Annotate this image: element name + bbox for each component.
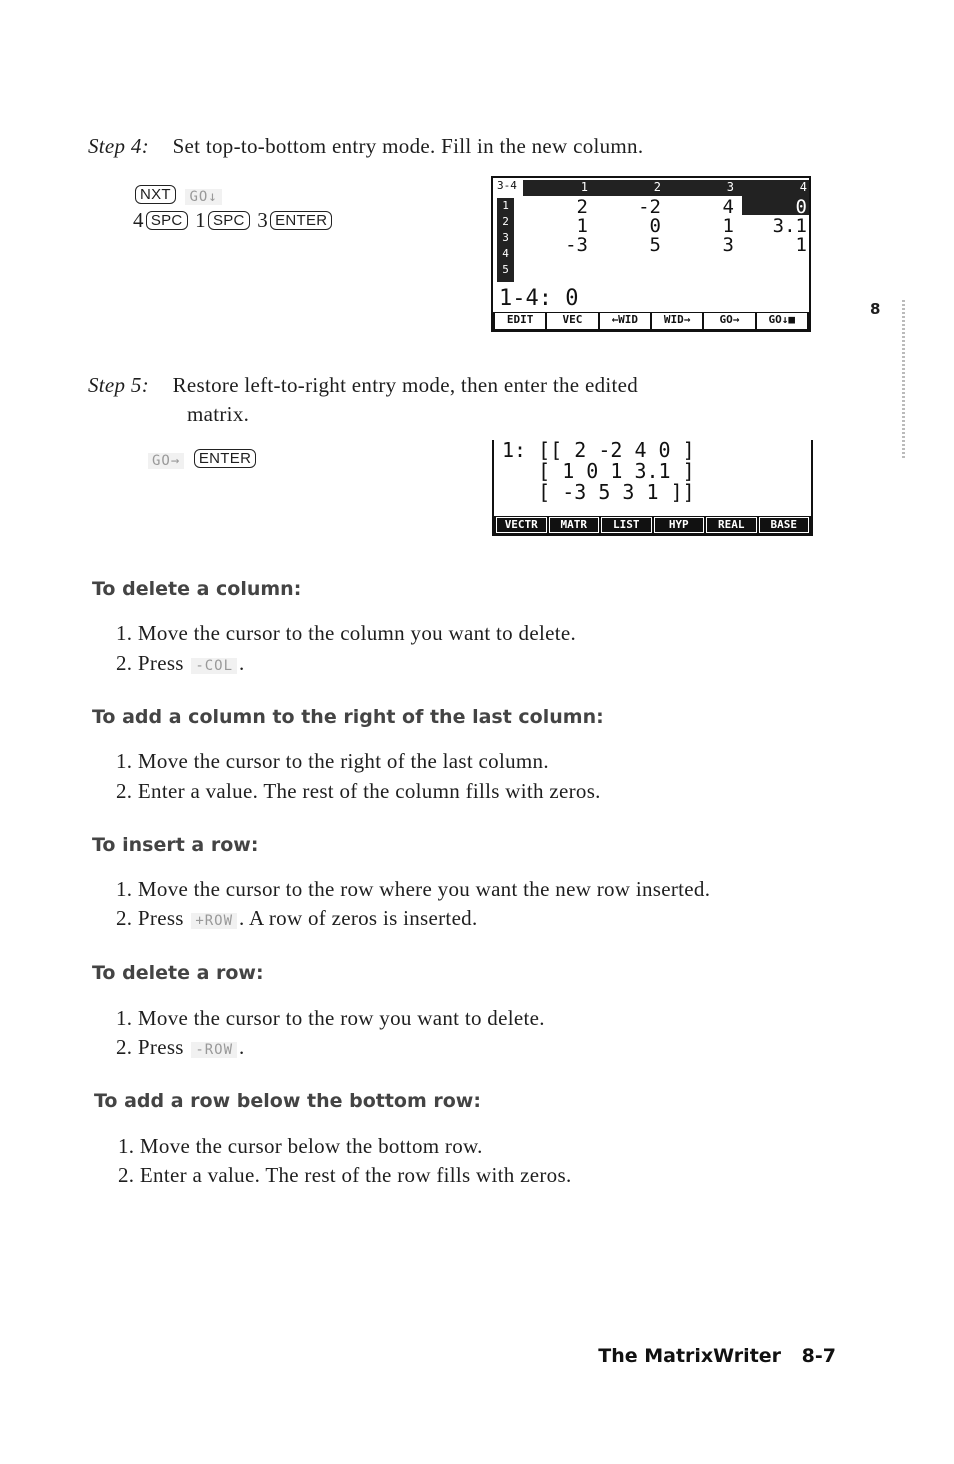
row-header-5: 5 (502, 263, 509, 276)
menu-edit[interactable]: EDIT (495, 313, 545, 329)
enter-key-2[interactable]: ENTER (194, 449, 256, 468)
edit-line[interactable]: 1-4: 0 (499, 286, 579, 311)
row-header-4: 4 (502, 247, 509, 260)
chapter-tab-number: 8 (870, 300, 881, 318)
spc-key-1[interactable]: SPC (146, 211, 188, 230)
delete-row-softkey[interactable]: -ROW (191, 1042, 237, 1058)
stack-line-1: 1: [[ 2 -2 4 0 ] (502, 440, 695, 462)
matrix-cell[interactable]: 4 (722, 196, 734, 218)
list-item (116, 1035, 245, 1060)
item-number: 2. (116, 906, 133, 930)
matrix-cell-selected[interactable]: 0 (742, 196, 809, 215)
list-item (116, 651, 245, 676)
matrix-row (523, 196, 809, 218)
cursor-position: 3-4 (497, 179, 517, 192)
section-heading: To add a row below the bottom row: (94, 1090, 481, 1112)
item-number: 2. (116, 779, 133, 803)
list-item (118, 1134, 483, 1159)
step5-text-line2: matrix. (187, 402, 250, 426)
item-text-end: . (239, 651, 245, 675)
menu-real[interactable]: REAL (706, 517, 757, 533)
digit-4: 4 (133, 208, 144, 232)
menu-go-right[interactable]: GO→ (704, 313, 754, 329)
list-item (116, 906, 478, 931)
matrix-row (523, 234, 809, 256)
item-number: 1. (116, 1006, 133, 1030)
stack-level-1 (502, 440, 695, 503)
section-heading: To delete a row: (92, 962, 264, 984)
matrix-cell[interactable]: 1 (576, 215, 588, 237)
step4-paragraph (88, 134, 643, 159)
matrix-cell[interactable]: 1 (795, 234, 807, 256)
digit-3: 3 (257, 208, 269, 232)
step4-keys-line2 (133, 208, 334, 233)
menu-vectr[interactable]: VECTR (496, 517, 547, 533)
chapter-tab-edge (902, 300, 905, 460)
matrixwriter-screen (491, 176, 811, 332)
item-text: Move the cursor to the row you want to delete. (137, 1006, 545, 1030)
matrix-cell[interactable]: 3.1 (772, 215, 807, 237)
matrix-row (523, 215, 809, 237)
menu-go-down[interactable]: GO↓■ (757, 313, 807, 329)
menu-hyp[interactable]: HYP (654, 517, 705, 533)
list-item (116, 749, 549, 774)
col-header-2: 2 (653, 180, 661, 194)
matrix-menu (494, 516, 811, 534)
matrix-cells (523, 196, 809, 256)
menu-vec[interactable]: VEC (547, 313, 597, 329)
menu-wid-right[interactable]: WID→ (652, 313, 702, 329)
matrix-cell[interactable]: -2 (638, 196, 661, 218)
step5-text-line1: Restore left-to-right entry mode, then enter the edited (172, 373, 639, 397)
matrix-cell[interactable]: 5 (649, 234, 661, 256)
item-text-end: . (239, 1035, 245, 1059)
column-header-bar (523, 180, 809, 196)
insert-row-softkey[interactable]: +ROW (191, 913, 237, 929)
list-item (116, 779, 601, 804)
page-footer (598, 1345, 836, 1367)
item-text: Press (137, 906, 184, 930)
item-text: Move the cursor to the column you want to delete. (137, 621, 577, 645)
menu-matr[interactable]: MATR (549, 517, 600, 533)
item-text: Press (137, 1035, 184, 1059)
menu-wid-left[interactable]: ←WID (600, 313, 650, 329)
item-number: 1. (116, 877, 133, 901)
section-heading: To add a column to the right of the last column: (92, 706, 604, 728)
step4-keys-line1 (133, 182, 224, 207)
section-heading: To delete a column: (92, 578, 302, 600)
digit-1: 1 (195, 208, 206, 232)
item-text: Move the cursor to the row where you want the new row inserted. (137, 877, 711, 901)
page-number: 8-7 (801, 1345, 836, 1367)
item-text: Press (137, 651, 184, 675)
step4-label: Step 4: (88, 134, 149, 158)
go-down-softkey[interactable]: GO↓ (185, 189, 221, 205)
item-number: 1. (116, 621, 133, 645)
step4-text: Set top-to-bottom entry mode. Fill in the new column. (172, 134, 644, 158)
list-item (116, 1006, 545, 1031)
step5-label: Step 5: (88, 373, 149, 397)
stack-line-3: [ -3 5 3 1 ]] (502, 480, 695, 504)
delete-col-softkey[interactable]: -COL (191, 658, 237, 674)
item-number: 1. (118, 1134, 135, 1158)
step5-paragraph (88, 373, 638, 398)
item-text-end: . A row of zeros is inserted. (239, 906, 478, 930)
menu-list[interactable]: LIST (601, 517, 652, 533)
row-header-bar (497, 198, 514, 282)
nxt-key[interactable]: NXT (135, 185, 176, 204)
item-text: Enter a value. The rest of the column fills with zeros. (137, 779, 601, 803)
section-heading: To insert a row: (92, 834, 259, 856)
matrix-cell[interactable]: 2 (576, 196, 588, 218)
col-header-3: 3 (726, 180, 734, 194)
item-text: Enter a value. The rest of the row fills with zeros. (139, 1163, 572, 1187)
matrix-cell[interactable]: 1 (722, 215, 734, 237)
item-text: Move the cursor below the bottom row. (139, 1134, 483, 1158)
row-header-1: 1 (502, 199, 509, 212)
stack-line-2: [ 1 0 1 3.1 ] (502, 459, 695, 483)
list-item (116, 621, 576, 646)
menu-base[interactable]: BASE (759, 517, 810, 533)
matrixwriter-menu (493, 312, 809, 330)
spc-key-2[interactable]: SPC (208, 211, 250, 230)
step5-keys (146, 446, 258, 471)
enter-key[interactable]: ENTER (270, 211, 332, 230)
go-right-softkey[interactable]: GO→ (148, 453, 184, 469)
stack-screen (492, 440, 813, 536)
list-item (116, 877, 710, 902)
item-number: 2. (118, 1163, 135, 1187)
item-text: Move the cursor to the right of the last column. (137, 749, 549, 773)
row-header-3: 3 (502, 231, 509, 244)
matrix-cell[interactable]: 0 (649, 215, 661, 237)
item-number: 1. (116, 749, 133, 773)
matrix-cell[interactable]: -3 (565, 234, 588, 256)
item-number: 2. (116, 1035, 133, 1059)
footer-title: The MatrixWriter (598, 1345, 782, 1367)
list-item (118, 1163, 572, 1188)
row-header-2: 2 (502, 215, 509, 228)
col-header-1: 1 (580, 180, 588, 194)
matrix-cell[interactable]: 3 (722, 234, 734, 256)
item-number: 2. (116, 651, 133, 675)
col-header-4: 4 (799, 180, 807, 194)
